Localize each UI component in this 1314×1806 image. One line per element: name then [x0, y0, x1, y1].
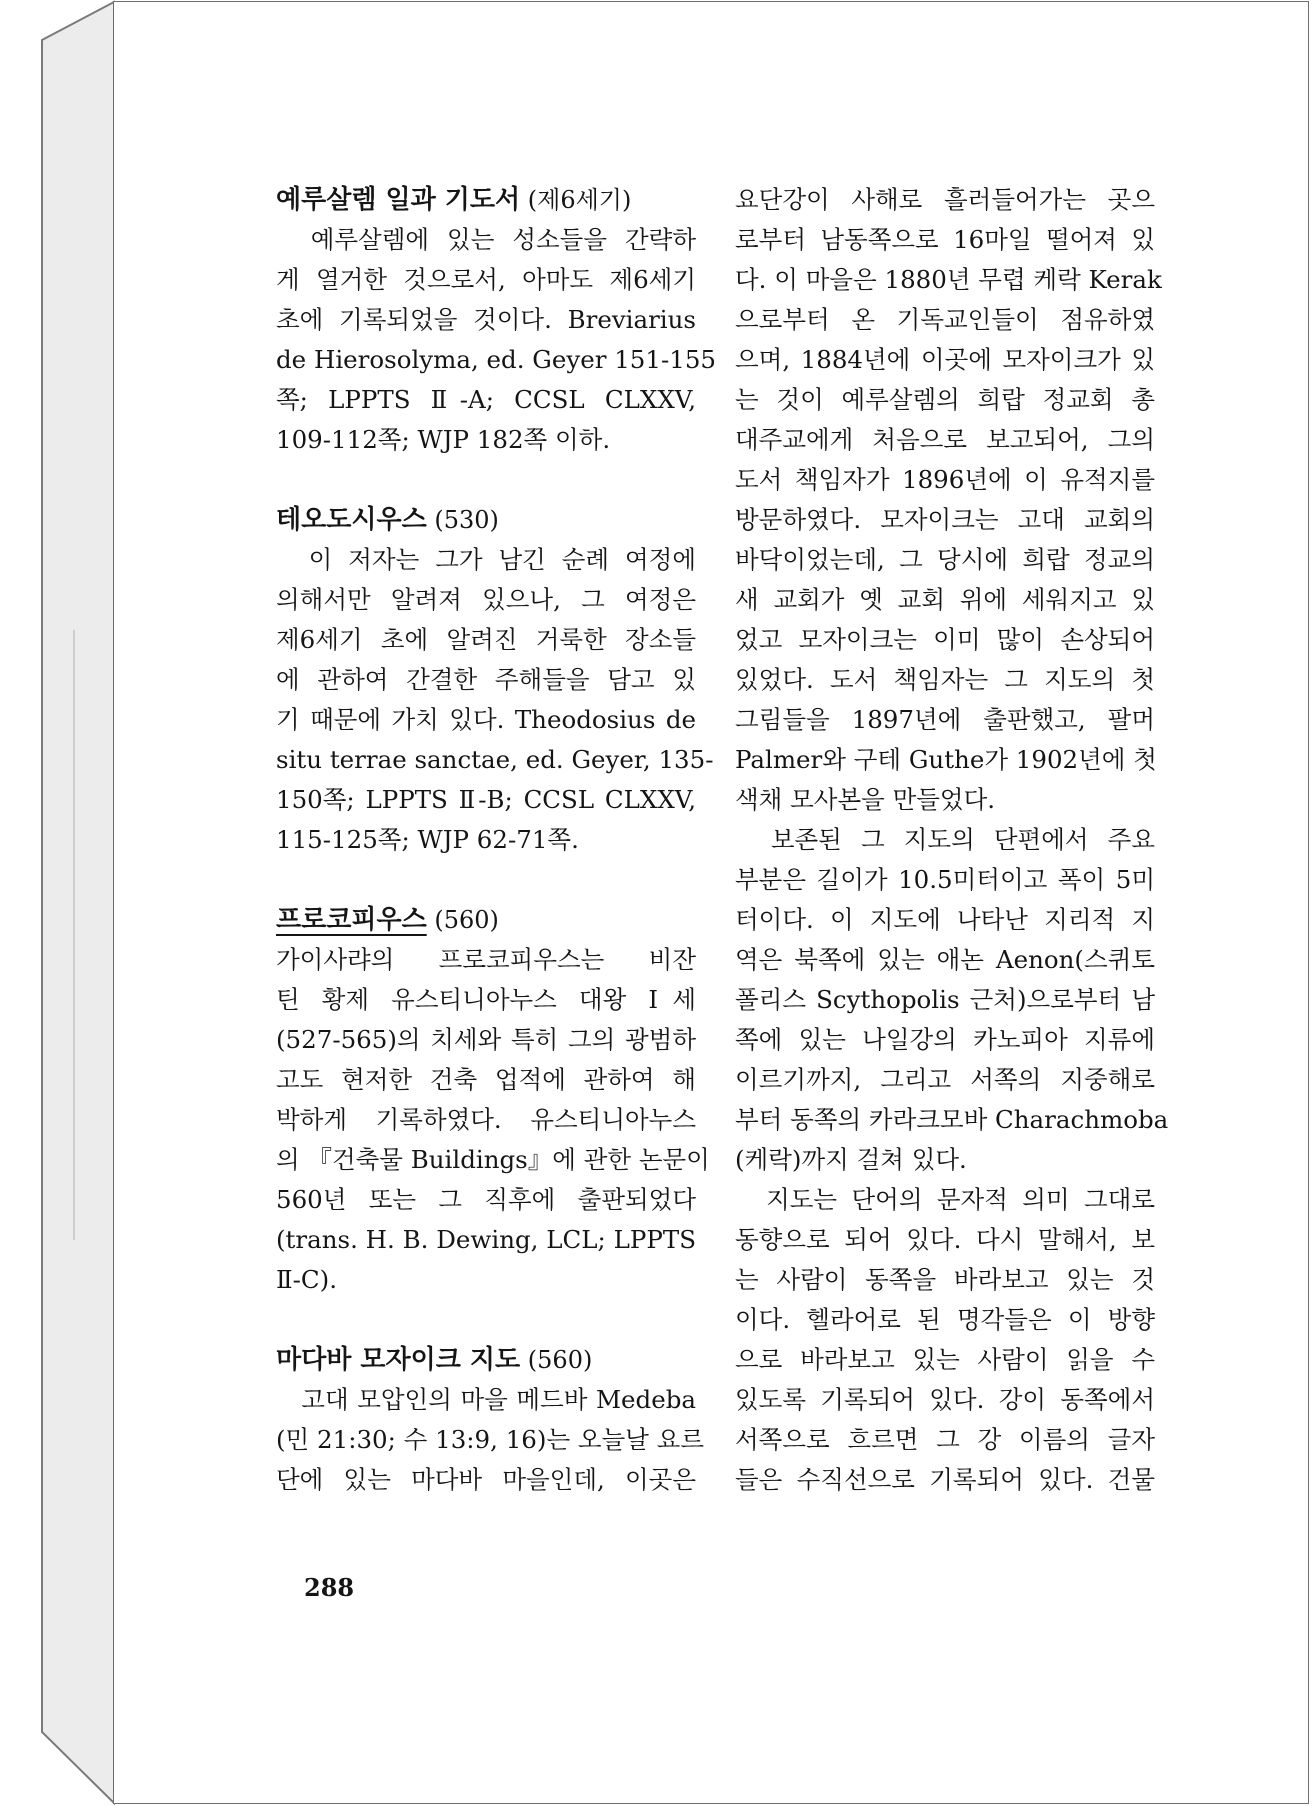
- section-title: 프로코피우스: [276, 905, 427, 935]
- text-line: 제6세기 초에 알려진 거룩한 장소들: [276, 625, 696, 654]
- text-line: 들은 수직선으로 기록되어 있다. 건물: [735, 1465, 1155, 1494]
- text-line: 방문하였다. 모자이크는 고대 교회의: [735, 505, 1155, 534]
- text-line: 쪽; LPPTS Ⅱ-A; CCSL CLXXV,: [276, 385, 696, 414]
- text-line: 쪽에 있는 나일강의 카노피아 지류에: [735, 1025, 1155, 1054]
- text-line: 으로 바라보고 있는 사람이 읽을 수: [735, 1345, 1155, 1374]
- section-gap: [276, 1300, 696, 1340]
- section-heading: [276, 500, 696, 540]
- text-line: 박하게 기록하였다. 유스티니아누스: [276, 1105, 696, 1134]
- text-line: 으며, 1884년에 이곳에 모자이크가 있: [735, 345, 1155, 374]
- text-line: 109-112쪽; WJP 182쪽 이하.: [276, 425, 611, 454]
- text-line: 바닥이었는데, 그 당시에 희랍 정교의: [735, 545, 1155, 574]
- text-line: 예루살렘에 있는 성소들을 간략하: [276, 225, 696, 254]
- section-date: (560): [426, 906, 499, 934]
- text-line: 고도 현저한 건축 업적에 관하여 해: [276, 1065, 696, 1094]
- text-line: 기 때문에 가치 있다. Theodosius de: [276, 705, 696, 734]
- text-line: 다. 이 마을은 1880년 무렵 케락 Kerak: [735, 265, 1162, 294]
- right-column: [735, 180, 1169, 1500]
- text-line: 로부터 남동쪽으로 16마일 떨어져 있: [735, 225, 1155, 254]
- section-heading: [276, 180, 696, 220]
- text-line: 동향으로 되어 있다. 다시 말해서, 보: [735, 1225, 1155, 1254]
- text-line: (527-565)의 치세와 특히 그의 광범하: [276, 1025, 696, 1054]
- text-line: 는 것이 예루살렘의 희랍 정교회 총: [735, 385, 1155, 414]
- text-line: 대주교에게 처음으로 보고되어, 그의: [735, 425, 1155, 454]
- text-line: 게 열거한 것으로서, 아마도 제6세기: [276, 265, 696, 294]
- text-line: 의해서만 알려져 있으나, 그 여정은: [276, 585, 696, 614]
- text-line: 있었다. 도서 책임자는 그 지도의 첫: [735, 665, 1155, 694]
- text-line: Ⅱ-C).: [276, 1265, 338, 1294]
- left-column: [276, 180, 717, 1500]
- text-line: 새 교회가 옛 교회 위에 세워지고 있: [735, 585, 1155, 614]
- text-line: 560년 또는 그 직후에 출판되었다: [276, 1185, 696, 1214]
- section-title: 예루살렘 일과 기도서: [276, 185, 521, 215]
- text-line: situ terrae sanctae, ed. Geyer, 135-: [276, 745, 714, 774]
- text-line: 으로부터 온 기독교인들이 점유하였: [735, 305, 1155, 334]
- text-line: (민 21:30; 수 13:9, 16)는 오늘날 요르: [276, 1425, 705, 1454]
- text-line: 역은 북쪽에 있는 애논 Aenon(스퀴토: [735, 945, 1155, 974]
- text-line: 도서 책임자가 1896년에 이 유적지를: [735, 465, 1155, 494]
- text-line: 가이사랴의 프로코피우스는 비잔: [276, 945, 696, 974]
- text-line: 150쪽; LPPTS Ⅱ-B; CCSL CLXXV,: [276, 785, 696, 814]
- text-line: 이 저자는 그가 남긴 순례 여정에: [276, 545, 696, 574]
- text-line: 터이다. 이 지도에 나타난 지리적 지: [735, 905, 1155, 934]
- book-page: [114, 2, 1308, 1803]
- section-gap: [276, 460, 696, 500]
- text-line: 의 『건축물 Buildings』에 관한 논문이: [276, 1145, 710, 1174]
- text-line: 이다. 헬라어로 된 명각들은 이 방향: [735, 1305, 1155, 1334]
- text-line: 115-125쪽; WJP 62-71쪽.: [276, 825, 579, 854]
- section-gap: [276, 860, 696, 900]
- text-line: 서쪽으로 흐르면 그 강 이름의 글자: [735, 1425, 1155, 1454]
- text-line: 었고 모자이크는 이미 많이 손상되어: [735, 625, 1155, 654]
- text-line: 단에 있는 마다바 마을인데, 이곳은: [276, 1465, 696, 1494]
- text-line: 틴 황제 유스티니아누스 대왕 Ⅰ세: [276, 985, 696, 1014]
- page-number: 288: [304, 1573, 355, 1602]
- text-line: 고대 모압인의 마을 메드바 Medeba: [276, 1385, 696, 1414]
- section-heading: [276, 1340, 696, 1380]
- text-line: 부분은 길이가 10.5미터이고 폭이 5미: [735, 865, 1155, 894]
- text-line: Palmer와 구테 Guthe가 1902년에 첫: [735, 745, 1157, 774]
- text-line: 지도는 단어의 문자적 의미 그대로: [735, 1185, 1155, 1214]
- section-date: (560): [520, 1346, 593, 1374]
- text-line: 이르기까지, 그리고 서쪽의 지중해로: [735, 1065, 1155, 1094]
- text-line: 초에 기록되었을 것이다. Breviarius: [276, 305, 696, 334]
- section-title: 테오도시우스: [276, 505, 427, 535]
- section-heading: [276, 900, 696, 940]
- book-spine-side: [42, 2, 114, 1803]
- text-line: (trans. H. B. Dewing, LCL; LPPTS: [276, 1225, 696, 1254]
- text-line: 부터 동쪽의 카라크모바 Charachmoba: [735, 1105, 1169, 1134]
- text-line: 있도록 기록되어 있다. 강이 동쪽에서: [735, 1385, 1155, 1414]
- text-line: 에 관하여 간결한 주해들을 담고 있: [276, 665, 696, 694]
- text-line: 폴리스 Scythopolis 근처)으로부터 남: [735, 985, 1155, 1014]
- text-line: 색채 모사본을 만들었다.: [735, 785, 996, 814]
- text-line: 그림들을 1897년에 출판했고, 팔머: [735, 705, 1155, 734]
- text-line: 는 사람이 동쪽을 바라보고 있는 것: [735, 1265, 1155, 1294]
- text-line: de Hierosolyma, ed. Geyer 151-155: [276, 345, 717, 374]
- text-line: (케락)까지 걸쳐 있다.: [735, 1145, 967, 1174]
- section-date: (제6세기): [520, 186, 632, 214]
- section-date: (530): [426, 506, 499, 534]
- text-line: 요단강이 사해로 흘러들어가는 곳으: [735, 185, 1155, 214]
- section-title: 마다바 모자이크 지도: [276, 1345, 521, 1375]
- text-line: 보존된 그 지도의 단편에서 주요: [735, 825, 1155, 854]
